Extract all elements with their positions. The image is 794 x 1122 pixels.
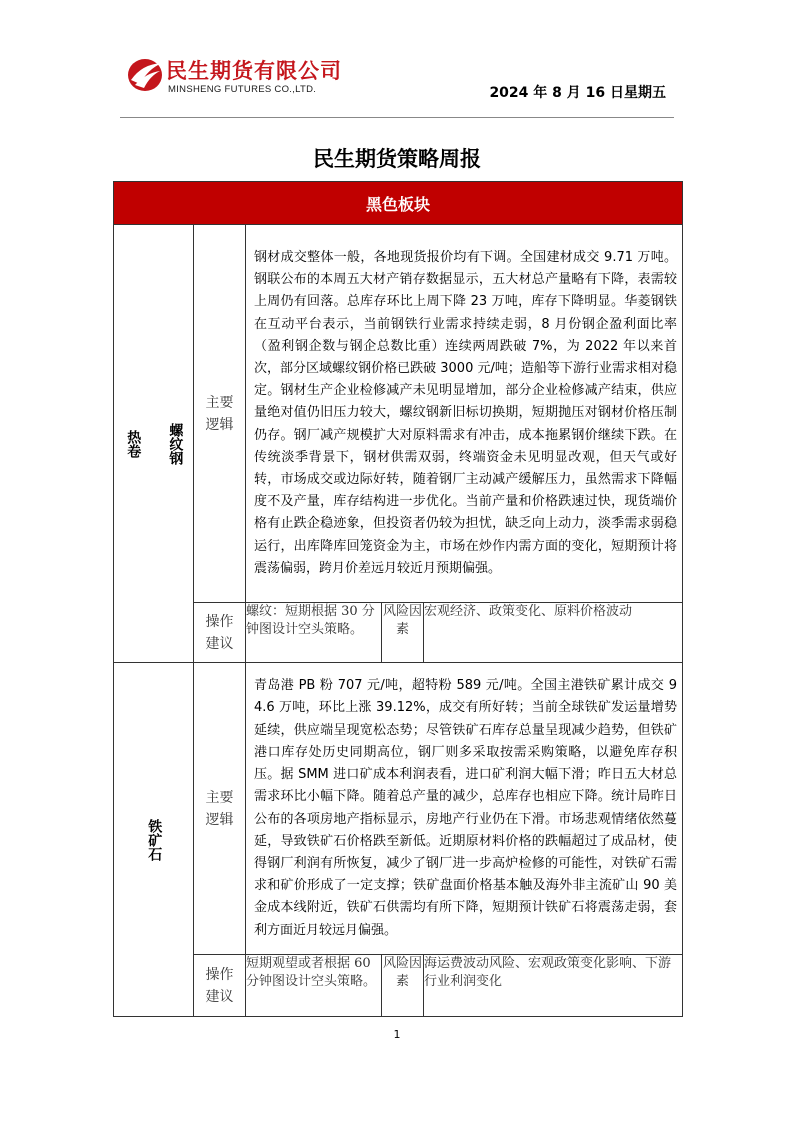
- strategy-table: [113, 181, 683, 1017]
- logic-text: 青岛港 PB 粉 707 元/吨，超特粉 589 元/吨。全国主港铁矿累计成交 94.6 万吨，环比上涨 39.12%，成交有所好转；当前全球铁矿发运量增势延续，供应端呈现宽松态势；尽管铁矿石库存总量呈现减少趋势，但铁矿港口库存处历史同期高位，钢厂则多采取按需采购策略，以避免库存积压。据 SMM 进口矿成本利润表看，进口矿利润大幅下滑；昨日五大材总需求环比小幅下降。随着总产量的减少，总库存也相应下降。统计局昨日公布的各项房地产指标显示，房地产行业仍在下滑。市场悲观情绪依然蔓延，导致铁矿石价格跌至新低。近期原材料价格的跌幅超过了成品材，使得钢厂利润有所恢复，减少了钢厂进一步高炉检修的可能性，对铁矿石需求和矿价形成了一定支撑；铁矿盘面价格基本触及海外非主流矿山 90 美金成本线附近，铁矿石供需均有所下降，短期预计铁矿石将震荡走弱，套利方面近月较远月偏强。: [254, 678, 678, 938]
- logic-label: 主要逻辑: [205, 789, 234, 828]
- company-logo: [126, 54, 366, 100]
- risk-label: 风险因素: [382, 603, 424, 663]
- category-label-hrc: 热卷: [125, 429, 142, 458]
- logic-label-cell: [194, 225, 246, 603]
- logic-label-cell: [194, 663, 246, 955]
- op-label-cell: [194, 955, 246, 1017]
- logic-text-cell: [246, 663, 683, 955]
- op-label-cell: [194, 603, 246, 663]
- risk-label: 风险因素: [382, 955, 424, 1017]
- page-number: 1: [393, 1028, 401, 1041]
- risk-text: 海运费波动风险、宏观政策变化影响、下游行业利润变化: [424, 955, 683, 1017]
- logic-text: 钢材成交整体一般，各地现货报价均有下调。全国建材成交 9.71 万吨。钢联公布的本周五大材产销存数据显示，五大材总产量略有下降，表需较上周仍有回落。总库存环比上周下降 23 万吨，库存下降明显。华菱钢铁在互动平台表示，当前钢铁行业需求持续走弱，8 月份钢企盈利面比率（盈利钢企数与钢企总数比重）连续两周跌破 7%，为 2022 年以来首次，部分区域螺纹钢价格已跌破 3000 元/吨；造船等下游行业需求相对稳定。钢材生产企业检修减产未见明显增加，部分企业检修减产结束，供应量绝对值仍旧压力较大，螺纹钢新旧标切换期，短期抛压对钢材价格压制仍存。钢厂减产规模扩大对原料需求有冲击，成本拖累钢价继续下跌。在传统淡季背景下，钢材供需双弱，终端资金未见明显改观，但天气或好转，市场成交或边际好转，随着钢厂主动减产缓解压力，虽然需求下降幅度不及产量，库存结构进一步优化。当前产量和价格跌速过快，现货端价格有止跌企稳迹象，但投资者仍较为担忧，缺乏向上动力，淡季需求弱稳运行，出库降库回笼资金为主，市场在炒作内需方面的变化，短期预计将震荡偏弱，跨月价差远月较近月预期偏强。: [254, 249, 678, 576]
- logic-label: 主要逻辑: [205, 394, 234, 433]
- company-logo-icon: [126, 54, 164, 94]
- company-name-cn: 民生期货有限公司: [166, 59, 342, 83]
- op-text: 螺纹：短期根据 30 分钟图设计空头策略。: [246, 603, 382, 663]
- section-header: 黑色板块: [114, 182, 683, 225]
- category-label-group: [114, 819, 193, 861]
- risk-text: 宏观经济、政策变化、原料价格波动: [424, 603, 683, 663]
- category-cell-rebar: [114, 225, 194, 663]
- header-divider: [120, 117, 674, 118]
- category-label-group: [114, 423, 193, 465]
- category-label-iron-ore: 铁矿石: [146, 818, 163, 861]
- category-cell-iron-ore: [114, 663, 194, 1017]
- company-name-en: MINSHENG FUTURES CO.,LTD.: [168, 84, 317, 95]
- op-text: 短期观望或者根据 60 分钟图设计空头策略。: [246, 955, 382, 1017]
- op-label: 操作建议: [205, 613, 234, 652]
- category-label-rebar: 螺纹钢: [167, 422, 184, 465]
- logic-text-cell: [246, 225, 683, 603]
- op-label: 操作建议: [205, 966, 234, 1005]
- report-date: 2024 年 8 月 16 日星期五: [489, 85, 666, 101]
- page-title: 民生期货策略周报: [313, 147, 481, 171]
